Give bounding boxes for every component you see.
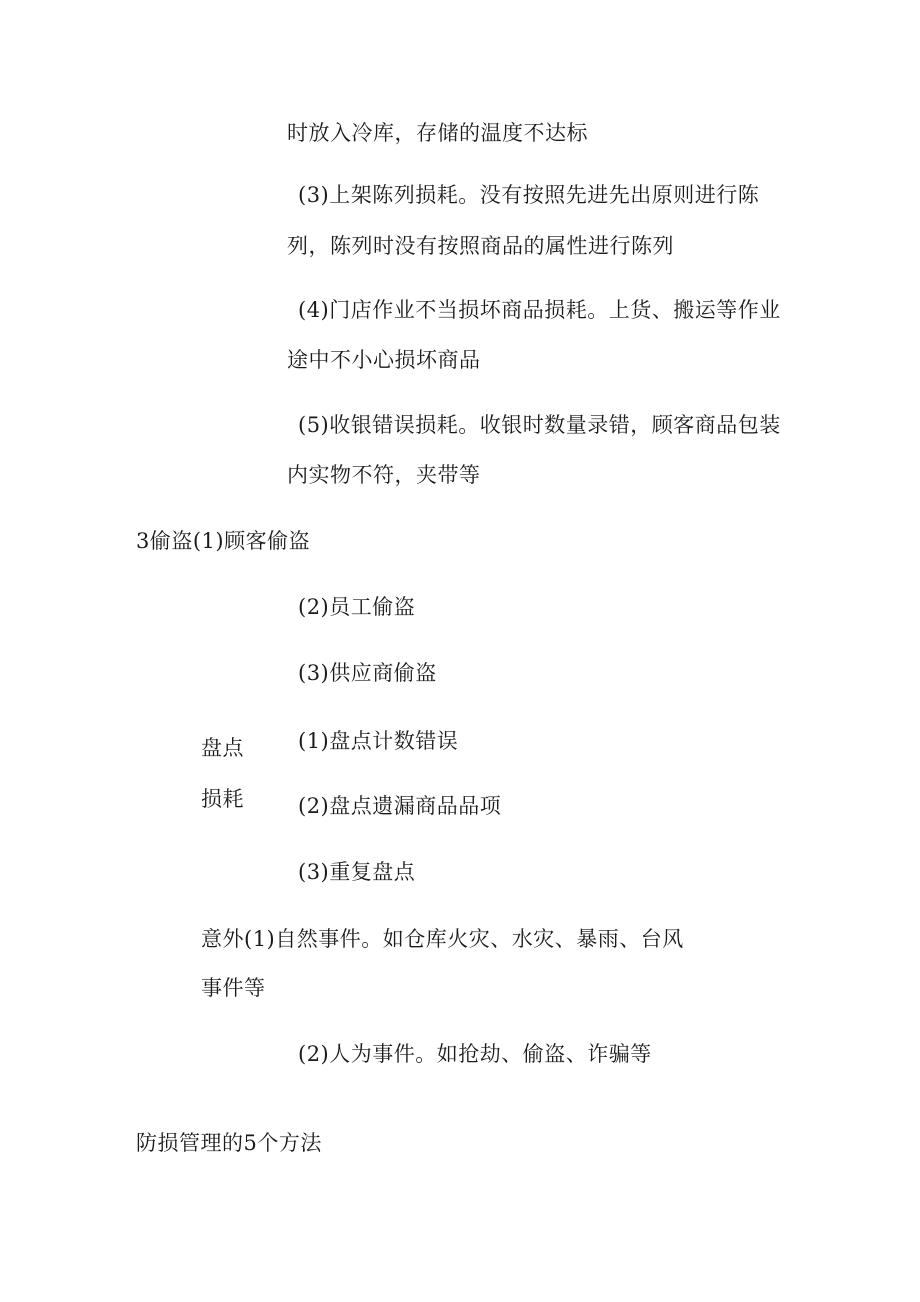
label-inventory: 盘点 [201, 736, 244, 760]
text-line-natural-events-cont: 事件等 [201, 976, 266, 1000]
text-line-natural-events: 意外(1)自然事件。如仓库火灾、水灾、暴雨、台风 [201, 927, 684, 951]
text-line-duplicate-count: (3)重复盘点 [298, 860, 416, 884]
text-line-cashier-error-cont: 内实物不符，夹带等 [287, 463, 481, 487]
text-line-store-damage: (4)门店作业不当损坏商品损耗。上货、搬运等作业 [298, 298, 781, 322]
text-line-human-events: (2)人为事件。如抢劫、偷盗、诈骗等 [298, 1042, 652, 1066]
label-loss: 损耗 [201, 787, 244, 811]
text-line-supplier-theft: (3)供应商偷盗 [298, 661, 437, 685]
heading-loss-prevention: 防损管理的5个方法 [136, 1131, 322, 1155]
text-line-shelf-loss-cont: 列，陈列时没有按照商品的属性进行陈列 [287, 234, 674, 258]
text-line-missed-items: (2)盘点遗漏商品品项 [298, 794, 502, 818]
text-line-store-damage-cont: 途中不小心损坏商品 [287, 348, 481, 372]
text-line-count-error: (1)盘点计数错误 [298, 729, 459, 753]
heading-theft: 3偷盗(1)顾客偷盗 [136, 529, 311, 553]
text-line-employee-theft: (2)员工偷盗 [298, 595, 416, 619]
text-line-storage-temp: 时放入冷库，存储的温度不达标 [287, 121, 588, 145]
text-line-shelf-loss: (3)上架陈列损耗。没有按照先进先出原则进行陈 [298, 183, 760, 207]
text-line-cashier-error: (5)收银错误损耗。收银时数量录错，顾客商品包装 [298, 413, 781, 437]
